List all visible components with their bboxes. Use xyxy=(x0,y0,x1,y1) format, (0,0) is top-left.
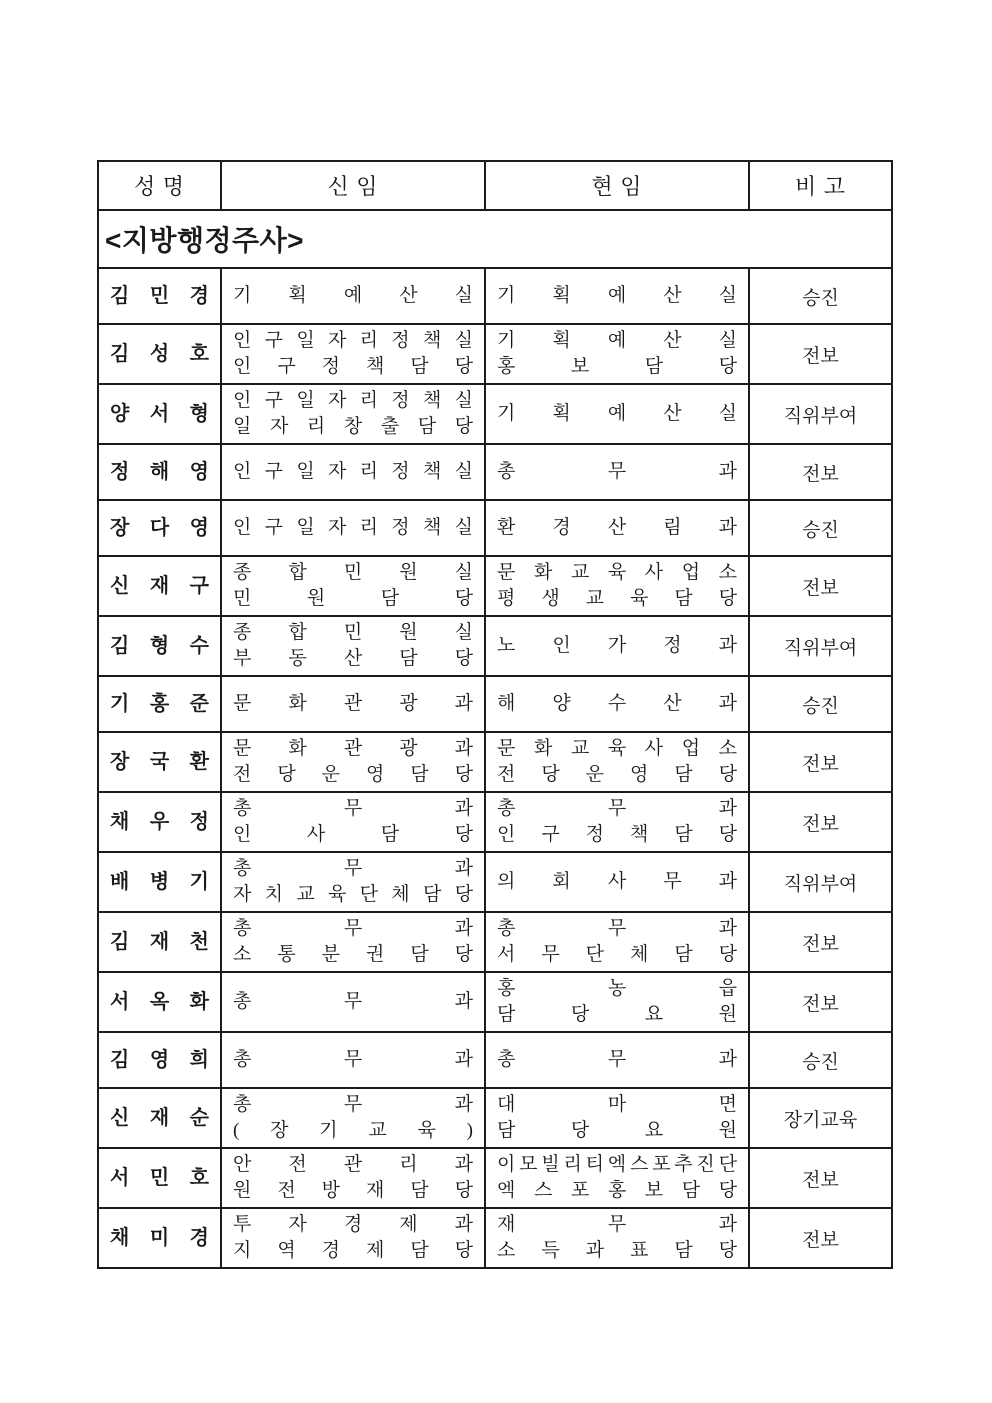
current-position-line-1: 환 경 산 림 과 xyxy=(497,517,737,538)
note-cell xyxy=(748,1149,891,1207)
current-position-line-1: 노 인 가 정 과 xyxy=(497,635,737,656)
person-name: 채 미 경 xyxy=(110,1227,209,1249)
note-cell xyxy=(748,853,891,911)
name-cell xyxy=(99,445,220,499)
table-row xyxy=(99,1207,891,1267)
current-position-line-1: 이 모 빌 리 티 엑 스 포 추 진 단 xyxy=(497,1154,737,1175)
current-position-cell xyxy=(484,501,748,555)
note-cell xyxy=(748,501,891,555)
new-position-line-2: 민 원 담 당 xyxy=(233,588,473,609)
person-name: 배 병 기 xyxy=(110,871,209,893)
current-position-line-1: 기 획 예 산 실 xyxy=(497,403,737,424)
new-position-line-1: 총 무 과 xyxy=(233,1049,473,1070)
note-text: 전보 xyxy=(802,993,839,1015)
person-name: 김 영 희 xyxy=(110,1049,209,1071)
current-position-line-1: 총 무 과 xyxy=(497,918,737,939)
new-position-line-1: 인 구 일 자 리 정 책 실 xyxy=(233,330,473,351)
new-position-cell xyxy=(220,793,484,851)
new-position-line-2: 자 치 교 육 단 체 담 당 xyxy=(233,884,473,905)
note-cell xyxy=(748,973,891,1031)
name-cell xyxy=(99,913,220,971)
person-name: 신 재 구 xyxy=(110,575,209,597)
name-cell xyxy=(99,325,220,383)
table-row xyxy=(99,731,891,791)
current-position-cell xyxy=(484,733,748,791)
current-position-line-1: 재 무 과 xyxy=(497,1214,737,1235)
person-name: 김 재 천 xyxy=(110,931,209,953)
note-cell xyxy=(748,385,891,443)
name-cell xyxy=(99,973,220,1031)
current-position-line-1: 의 회 사 무 과 xyxy=(497,871,737,892)
current-position-line-2: 소 득 과 표 담 당 xyxy=(497,1240,737,1261)
current-position-cell xyxy=(484,853,748,911)
table-row xyxy=(99,267,891,323)
new-position-line-1: 기 획 예 산 실 xyxy=(233,285,473,306)
new-position-line-1: 인 구 일 자 리 정 책 실 xyxy=(233,517,473,538)
name-cell xyxy=(99,269,220,323)
note-text: 전보 xyxy=(802,753,839,775)
note-text: 승진 xyxy=(802,287,839,309)
note-text: 승진 xyxy=(802,695,839,717)
new-position-line-1: 총 무 과 xyxy=(233,918,473,939)
header-current-position xyxy=(484,162,748,209)
table-row xyxy=(99,911,891,971)
new-position-line-1: 안 전 관 리 과 xyxy=(233,1154,473,1175)
name-cell xyxy=(99,793,220,851)
note-cell xyxy=(748,557,891,615)
table-row xyxy=(99,443,891,499)
header-note xyxy=(748,162,891,209)
note-text: 전보 xyxy=(802,463,839,485)
note-text: 장기교육 xyxy=(783,1109,858,1131)
current-position-cell xyxy=(484,973,748,1031)
new-position-line-2: 원 전 방 재 담 당 xyxy=(233,1180,473,1201)
table-body xyxy=(99,267,891,1267)
header-note-label: 비 고 xyxy=(794,174,846,199)
new-position-line-2: 인 사 담 당 xyxy=(233,824,473,845)
note-text: 전보 xyxy=(802,1229,839,1251)
current-position-line-1: 홍 농 읍 xyxy=(497,978,737,999)
new-position-cell xyxy=(220,913,484,971)
new-position-cell xyxy=(220,853,484,911)
note-cell xyxy=(748,617,891,675)
current-position-line-2: 인 구 정 책 담 당 xyxy=(497,824,737,845)
note-cell xyxy=(748,677,891,731)
person-name: 양 서 형 xyxy=(110,403,209,425)
note-text: 직위부여 xyxy=(783,637,858,659)
header-current-position-label: 현 임 xyxy=(591,174,643,199)
new-position-cell xyxy=(220,557,484,615)
current-position-line-1: 총 무 과 xyxy=(497,461,737,482)
section-row xyxy=(99,209,891,267)
section-title: <지방행정주사> xyxy=(105,225,304,256)
new-position-cell xyxy=(220,677,484,731)
person-name: 장 국 환 xyxy=(110,751,209,773)
new-position-cell xyxy=(220,385,484,443)
new-position-line-1: 총 무 과 xyxy=(233,798,473,819)
table-row xyxy=(99,323,891,383)
table-row xyxy=(99,791,891,851)
current-position-line-2: 엑 스 포 홍 보 담 당 xyxy=(497,1180,737,1201)
name-cell xyxy=(99,557,220,615)
name-cell xyxy=(99,385,220,443)
new-position-line-1: 인 구 일 자 리 정 책 실 xyxy=(233,461,473,482)
note-text: 전보 xyxy=(802,345,839,367)
current-position-line-2: 서 무 단 체 담 당 xyxy=(497,944,737,965)
new-position-line-2: 전 당 운 영 담 당 xyxy=(233,764,473,785)
new-position-cell xyxy=(220,1149,484,1207)
name-cell xyxy=(99,501,220,555)
person-name: 정 해 영 xyxy=(110,461,209,483)
person-name: 신 재 순 xyxy=(110,1107,209,1129)
note-text: 전보 xyxy=(802,813,839,835)
note-cell xyxy=(748,733,891,791)
person-name: 김 성 호 xyxy=(110,343,209,365)
note-cell xyxy=(748,913,891,971)
name-cell xyxy=(99,733,220,791)
current-position-cell xyxy=(484,617,748,675)
new-position-line-1: 총 무 과 xyxy=(233,991,473,1012)
name-cell xyxy=(99,1149,220,1207)
table-row xyxy=(99,1031,891,1087)
section-cell xyxy=(99,211,891,267)
table-header-row xyxy=(99,162,891,209)
person-name: 채 우 정 xyxy=(110,811,209,833)
current-position-line-1: 문 화 교 육 사 업 소 xyxy=(497,562,737,583)
new-position-cell xyxy=(220,1089,484,1147)
new-position-line-1: 문 화 관 광 과 xyxy=(233,693,473,714)
new-position-line-1: 투 자 경 제 과 xyxy=(233,1214,473,1235)
note-cell xyxy=(748,269,891,323)
note-text: 전보 xyxy=(802,933,839,955)
new-position-line-1: 종 합 민 원 실 xyxy=(233,562,473,583)
new-position-cell xyxy=(220,1033,484,1087)
note-cell xyxy=(748,1209,891,1267)
current-position-line-2: 담 당 요 원 xyxy=(497,1120,737,1141)
new-position-cell xyxy=(220,269,484,323)
current-position-cell xyxy=(484,1089,748,1147)
note-text: 직위부여 xyxy=(783,405,858,427)
note-cell xyxy=(748,1089,891,1147)
table-row xyxy=(99,971,891,1031)
current-position-line-2: 평 생 교 육 담 당 xyxy=(497,588,737,609)
table-row xyxy=(99,675,891,731)
current-position-cell xyxy=(484,1149,748,1207)
table-row xyxy=(99,851,891,911)
person-name: 기 홍 준 xyxy=(110,693,209,715)
note-cell xyxy=(748,793,891,851)
current-position-line-1: 기 획 예 산 실 xyxy=(497,330,737,351)
name-cell xyxy=(99,1033,220,1087)
current-position-line-2: 홍 보 담 당 xyxy=(497,356,737,377)
name-cell xyxy=(99,1089,220,1147)
note-text: 직위부여 xyxy=(783,873,858,895)
new-position-line-2: 인 구 정 책 담 당 xyxy=(233,356,473,377)
person-name: 김 민 경 xyxy=(110,285,209,307)
current-position-line-2: 전 당 운 영 담 당 xyxy=(497,764,737,785)
name-cell xyxy=(99,677,220,731)
new-position-cell xyxy=(220,973,484,1031)
header-new-position-label: 신 임 xyxy=(327,174,379,199)
current-position-cell xyxy=(484,445,748,499)
note-text: 승진 xyxy=(802,1051,839,1073)
current-position-line-1: 총 무 과 xyxy=(497,1049,737,1070)
new-position-line-2: 소 통 분 권 담 당 xyxy=(233,944,473,965)
table-row xyxy=(99,499,891,555)
new-position-cell xyxy=(220,733,484,791)
name-cell xyxy=(99,617,220,675)
note-cell xyxy=(748,445,891,499)
header-new-position xyxy=(220,162,484,209)
name-cell xyxy=(99,1209,220,1267)
current-position-line-1: 해 양 수 산 과 xyxy=(497,693,737,714)
person-name: 서 민 호 xyxy=(110,1167,209,1189)
note-text: 승진 xyxy=(802,519,839,541)
table-row xyxy=(99,383,891,443)
header-name-label: 성 명 xyxy=(133,174,185,199)
current-position-line-1: 기 획 예 산 실 xyxy=(497,285,737,306)
person-name: 김 형 수 xyxy=(110,635,209,657)
table-row xyxy=(99,555,891,615)
current-position-cell xyxy=(484,793,748,851)
current-position-line-1: 문 화 교 육 사 업 소 xyxy=(497,738,737,759)
current-position-cell xyxy=(484,269,748,323)
person-name: 서 옥 화 xyxy=(110,991,209,1013)
current-position-cell xyxy=(484,557,748,615)
note-text: 전보 xyxy=(802,577,839,599)
new-position-line-2: 부 동 산 담 당 xyxy=(233,648,473,669)
new-position-line-2: 일 자 리 창 출 담 당 xyxy=(233,416,473,437)
current-position-cell xyxy=(484,913,748,971)
new-position-line-2: 지 역 경 제 담 당 xyxy=(233,1240,473,1261)
current-position-line-2: 담 당 요 원 xyxy=(497,1004,737,1025)
current-position-cell xyxy=(484,1033,748,1087)
table-row xyxy=(99,1087,891,1147)
new-position-line-1: 문 화 관 광 과 xyxy=(233,738,473,759)
new-position-line-1: 인 구 일 자 리 정 책 실 xyxy=(233,390,473,411)
current-position-cell xyxy=(484,325,748,383)
current-position-cell xyxy=(484,677,748,731)
header-name xyxy=(99,162,220,209)
current-position-cell xyxy=(484,1209,748,1267)
new-position-line-1: 총 무 과 xyxy=(233,1094,473,1115)
new-position-cell xyxy=(220,325,484,383)
current-position-line-1: 대 마 면 xyxy=(497,1094,737,1115)
name-cell xyxy=(99,853,220,911)
new-position-cell xyxy=(220,617,484,675)
new-position-line-2: ( 장 기 교 육 ) xyxy=(233,1120,473,1141)
new-position-cell xyxy=(220,1209,484,1267)
table-row xyxy=(99,615,891,675)
person-name: 장 다 영 xyxy=(110,517,209,539)
current-position-cell xyxy=(484,385,748,443)
table-row xyxy=(99,1147,891,1207)
new-position-cell xyxy=(220,445,484,499)
note-cell xyxy=(748,325,891,383)
current-position-line-1: 총 무 과 xyxy=(497,798,737,819)
new-position-cell xyxy=(220,501,484,555)
new-position-line-1: 총 무 과 xyxy=(233,858,473,879)
new-position-line-1: 종 합 민 원 실 xyxy=(233,622,473,643)
personnel-transfer-table xyxy=(97,160,893,1269)
note-text: 전보 xyxy=(802,1169,839,1191)
note-cell xyxy=(748,1033,891,1087)
